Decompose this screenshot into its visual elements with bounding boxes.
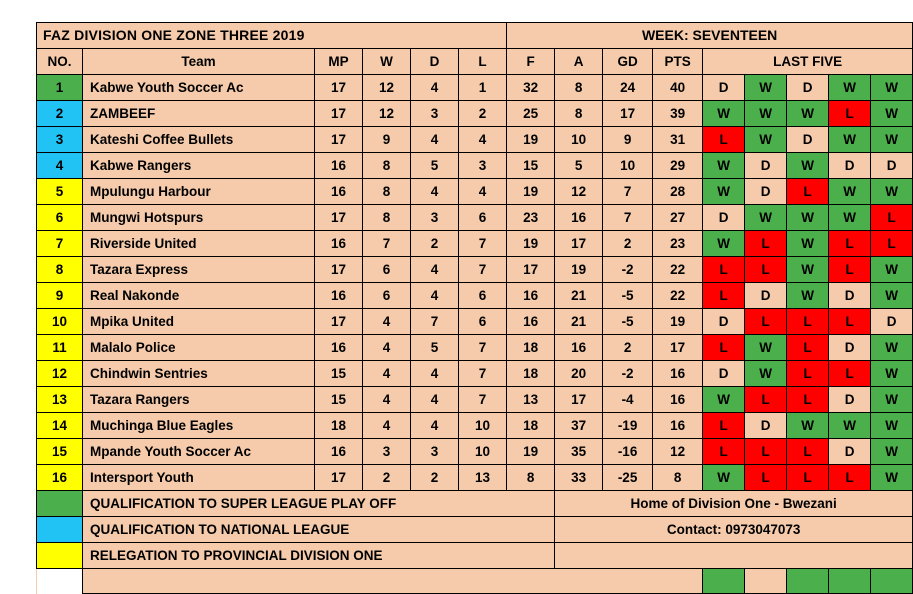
row-w: 12 [363, 101, 411, 127]
last-five-result: L [829, 361, 871, 387]
page-title: FAZ DIVISION ONE ZONE THREE 2019 [37, 23, 507, 49]
table-row [37, 413, 913, 439]
last-five-result: L [871, 205, 913, 231]
col-header-d: D [411, 49, 459, 75]
col-header-gd: GD [603, 49, 653, 75]
row-d: 2 [411, 465, 459, 491]
last-five-result: L [745, 257, 787, 283]
row-pts: 16 [653, 413, 703, 439]
row-f: 19 [507, 179, 555, 205]
last-five-result: L [703, 283, 745, 309]
table-row [37, 309, 913, 335]
last-five-result: W [829, 127, 871, 153]
row-a: 21 [555, 309, 603, 335]
last-five-result: W [745, 127, 787, 153]
row-l: 6 [459, 283, 507, 309]
last-five-result: W [787, 153, 829, 179]
row-position: 11 [37, 335, 83, 361]
row-w: 7 [363, 231, 411, 257]
row-position: 5 [37, 179, 83, 205]
row-f: 19 [507, 439, 555, 465]
row-mp: 17 [315, 127, 363, 153]
table-row [37, 257, 913, 283]
table-row [37, 387, 913, 413]
table-row [37, 75, 913, 101]
row-pts: 16 [653, 361, 703, 387]
row-pts: 39 [653, 101, 703, 127]
row-d: 5 [411, 335, 459, 361]
row-d: 2 [411, 231, 459, 257]
last-five-result: L [703, 257, 745, 283]
footer-contact: Contact: 0973047073 [555, 517, 913, 543]
row-l: 1 [459, 75, 507, 101]
row-a: 17 [555, 387, 603, 413]
last-five-result: W [787, 231, 829, 257]
row-pts: 12 [653, 439, 703, 465]
row-w: 8 [363, 153, 411, 179]
last-five-result: L [745, 231, 787, 257]
last-five-result: W [703, 179, 745, 205]
row-position: 7 [37, 231, 83, 257]
row-pts: 29 [653, 153, 703, 179]
legend-row [37, 543, 913, 569]
table-row [37, 439, 913, 465]
row-l: 4 [459, 179, 507, 205]
row-l: 13 [459, 465, 507, 491]
col-header-f: F [507, 49, 555, 75]
row-pts: 22 [653, 283, 703, 309]
row-position: 9 [37, 283, 83, 309]
row-w: 4 [363, 335, 411, 361]
last-five-result: L [787, 309, 829, 335]
row-position: 4 [37, 153, 83, 179]
row-f: 19 [507, 127, 555, 153]
row-l: 2 [459, 101, 507, 127]
last-five-result: W [787, 413, 829, 439]
row-position: 1 [37, 75, 83, 101]
row-a: 16 [555, 205, 603, 231]
last-five-result: L [787, 179, 829, 205]
row-team-name: Mpande Youth Soccer Ac [83, 439, 315, 465]
row-w: 12 [363, 75, 411, 101]
row-f: 17 [507, 257, 555, 283]
row-team-name: Kateshi Coffee Bullets [83, 127, 315, 153]
table-row [37, 205, 913, 231]
col-header-w: W [363, 49, 411, 75]
row-mp: 15 [315, 361, 363, 387]
last-five-result: L [829, 231, 871, 257]
legend-swatch [37, 543, 83, 569]
last-five-result: W [871, 283, 913, 309]
row-team-name: Real Nakonde [83, 283, 315, 309]
row-d: 7 [411, 309, 459, 335]
row-mp: 16 [315, 439, 363, 465]
row-w: 4 [363, 387, 411, 413]
row-pts: 17 [653, 335, 703, 361]
row-d: 4 [411, 257, 459, 283]
row-gd: -16 [603, 439, 653, 465]
row-w: 4 [363, 309, 411, 335]
row-team-name: Muchinga Blue Eagles [83, 413, 315, 439]
row-d: 4 [411, 283, 459, 309]
last-five-result: L [829, 465, 871, 491]
row-a: 37 [555, 413, 603, 439]
last-five-result: L [787, 465, 829, 491]
row-f: 16 [507, 283, 555, 309]
row-d: 4 [411, 413, 459, 439]
table-row [37, 231, 913, 257]
row-a: 17 [555, 231, 603, 257]
table-row [37, 179, 913, 205]
row-f: 18 [507, 413, 555, 439]
row-w: 9 [363, 127, 411, 153]
row-pts: 27 [653, 205, 703, 231]
last-five-result: W [787, 101, 829, 127]
row-pts: 23 [653, 231, 703, 257]
row-a: 35 [555, 439, 603, 465]
row-mp: 15 [315, 387, 363, 413]
row-mp: 16 [315, 231, 363, 257]
last-five-result: W [745, 361, 787, 387]
row-l: 10 [459, 413, 507, 439]
last-five-result: D [829, 153, 871, 179]
row-gd: -2 [603, 257, 653, 283]
bottom-blank-result [871, 569, 913, 594]
row-mp: 17 [315, 465, 363, 491]
row-pts: 31 [653, 127, 703, 153]
last-five-result: W [829, 205, 871, 231]
row-position: 10 [37, 309, 83, 335]
last-five-result: W [871, 335, 913, 361]
row-a: 21 [555, 283, 603, 309]
row-a: 20 [555, 361, 603, 387]
row-l: 3 [459, 153, 507, 179]
row-mp: 17 [315, 101, 363, 127]
last-five-result: W [787, 205, 829, 231]
row-f: 15 [507, 153, 555, 179]
last-five-result: D [787, 127, 829, 153]
row-l: 6 [459, 309, 507, 335]
row-position: 2 [37, 101, 83, 127]
last-five-result: D [787, 75, 829, 101]
row-mp: 16 [315, 179, 363, 205]
row-w: 4 [363, 413, 411, 439]
row-l: 7 [459, 387, 507, 413]
row-l: 10 [459, 439, 507, 465]
row-pts: 40 [653, 75, 703, 101]
league-standings-table [36, 22, 913, 594]
last-five-result: L [745, 387, 787, 413]
col-header-l: L [459, 49, 507, 75]
row-position: 14 [37, 413, 83, 439]
row-gd: 2 [603, 335, 653, 361]
row-d: 4 [411, 75, 459, 101]
last-five-result: D [703, 205, 745, 231]
col-header-no: NO. [37, 49, 83, 75]
last-five-result: W [787, 257, 829, 283]
row-position: 6 [37, 205, 83, 231]
row-w: 6 [363, 257, 411, 283]
row-team-name: Chindwin Sentries [83, 361, 315, 387]
table-row [37, 153, 913, 179]
last-five-result: W [871, 257, 913, 283]
bottom-blank-result [703, 569, 745, 594]
last-five-result: W [871, 465, 913, 491]
last-five-result: D [871, 309, 913, 335]
row-pts: 28 [653, 179, 703, 205]
legend-filler [555, 543, 913, 569]
last-five-result: W [745, 335, 787, 361]
row-gd: 17 [603, 101, 653, 127]
row-pts: 16 [653, 387, 703, 413]
week-label: WEEK: SEVENTEEN [507, 23, 913, 49]
row-position: 16 [37, 465, 83, 491]
row-f: 16 [507, 309, 555, 335]
bottom-blank-result [745, 569, 787, 594]
last-five-result: D [829, 439, 871, 465]
legend-swatch [37, 491, 83, 517]
row-team-name: Mpika United [83, 309, 315, 335]
row-mp: 16 [315, 153, 363, 179]
row-w: 2 [363, 465, 411, 491]
last-five-result: L [703, 335, 745, 361]
last-five-result: L [745, 439, 787, 465]
col-header-last-five: LAST FIVE [703, 49, 913, 75]
row-gd: 2 [603, 231, 653, 257]
last-five-result: L [787, 335, 829, 361]
last-five-result: D [745, 413, 787, 439]
row-a: 16 [555, 335, 603, 361]
row-team-name: Kabwe Youth Soccer Ac [83, 75, 315, 101]
row-position: 13 [37, 387, 83, 413]
last-five-result: D [745, 283, 787, 309]
col-header-pts: PTS [653, 49, 703, 75]
row-w: 8 [363, 205, 411, 231]
last-five-result: W [787, 283, 829, 309]
last-five-result: W [871, 101, 913, 127]
legend-row [37, 491, 913, 517]
row-w: 8 [363, 179, 411, 205]
row-mp: 17 [315, 205, 363, 231]
bottom-blank-result [829, 569, 871, 594]
last-five-result: W [745, 205, 787, 231]
row-team-name: ZAMBEEF [83, 101, 315, 127]
last-five-result: W [703, 387, 745, 413]
last-five-result: W [829, 413, 871, 439]
row-d: 5 [411, 153, 459, 179]
row-gd: -25 [603, 465, 653, 491]
table-row [37, 127, 913, 153]
last-five-result: L [787, 361, 829, 387]
last-five-result: D [703, 361, 745, 387]
last-five-result: L [871, 231, 913, 257]
row-l: 7 [459, 335, 507, 361]
row-f: 32 [507, 75, 555, 101]
last-five-result: W [871, 361, 913, 387]
row-gd: 7 [603, 205, 653, 231]
bottom-blank-wide [83, 569, 703, 594]
row-gd: 9 [603, 127, 653, 153]
last-five-result: D [703, 309, 745, 335]
row-f: 8 [507, 465, 555, 491]
last-five-result: L [787, 387, 829, 413]
col-header-a: A [555, 49, 603, 75]
row-mp: 16 [315, 335, 363, 361]
last-five-result: L [703, 439, 745, 465]
last-five-result: W [703, 231, 745, 257]
row-gd: 24 [603, 75, 653, 101]
last-five-result: L [829, 309, 871, 335]
row-position: 15 [37, 439, 83, 465]
row-a: 8 [555, 75, 603, 101]
last-five-result: W [745, 75, 787, 101]
last-five-result: D [829, 283, 871, 309]
last-five-result: L [703, 127, 745, 153]
last-five-result: W [871, 75, 913, 101]
table-row [37, 465, 913, 491]
last-five-result: W [871, 127, 913, 153]
last-five-result: W [745, 101, 787, 127]
last-five-result: D [829, 335, 871, 361]
row-f: 23 [507, 205, 555, 231]
row-team-name: Tazara Rangers [83, 387, 315, 413]
table-row [37, 361, 913, 387]
last-five-result: L [787, 439, 829, 465]
table-row [37, 101, 913, 127]
last-five-result: W [703, 465, 745, 491]
row-mp: 17 [315, 75, 363, 101]
row-l: 6 [459, 205, 507, 231]
legend-label: QUALIFICATION TO NATIONAL LEAGUE [83, 517, 555, 543]
last-five-result: D [745, 153, 787, 179]
column-header-row [37, 49, 913, 75]
bottom-blank-result [787, 569, 829, 594]
last-five-result: W [871, 387, 913, 413]
row-team-name: Malalo Police [83, 335, 315, 361]
row-f: 13 [507, 387, 555, 413]
row-team-name: Mpulungu Harbour [83, 179, 315, 205]
row-gd: -2 [603, 361, 653, 387]
last-five-result: L [745, 309, 787, 335]
row-pts: 8 [653, 465, 703, 491]
row-pts: 19 [653, 309, 703, 335]
row-f: 25 [507, 101, 555, 127]
row-f: 19 [507, 231, 555, 257]
last-five-result: D [829, 387, 871, 413]
last-five-result: W [829, 75, 871, 101]
last-five-result: W [703, 153, 745, 179]
footer-home: Home of Division One - Bwezani [555, 491, 913, 517]
row-gd: -19 [603, 413, 653, 439]
bottom-blank-cell [37, 569, 83, 594]
table-body [37, 23, 913, 594]
last-five-result: L [829, 257, 871, 283]
last-five-result: L [745, 465, 787, 491]
row-gd: 7 [603, 179, 653, 205]
col-header-team: Team [83, 49, 315, 75]
row-d: 4 [411, 387, 459, 413]
title-row [37, 23, 913, 49]
legend-label: RELEGATION TO PROVINCIAL DIVISION ONE [83, 543, 555, 569]
row-gd: 10 [603, 153, 653, 179]
col-header-mp: MP [315, 49, 363, 75]
row-d: 4 [411, 361, 459, 387]
table-row [37, 283, 913, 309]
row-mp: 18 [315, 413, 363, 439]
row-d: 3 [411, 205, 459, 231]
row-gd: -4 [603, 387, 653, 413]
last-five-result: D [745, 179, 787, 205]
row-gd: -5 [603, 309, 653, 335]
row-team-name: Riverside United [83, 231, 315, 257]
last-five-result: L [829, 101, 871, 127]
legend-row [37, 517, 913, 543]
row-team-name: Mungwi Hotspurs [83, 205, 315, 231]
table-row [37, 335, 913, 361]
row-mp: 17 [315, 309, 363, 335]
row-team-name: Kabwe Rangers [83, 153, 315, 179]
row-mp: 17 [315, 257, 363, 283]
row-d: 3 [411, 101, 459, 127]
row-f: 18 [507, 335, 555, 361]
row-d: 3 [411, 439, 459, 465]
row-position: 12 [37, 361, 83, 387]
row-a: 5 [555, 153, 603, 179]
row-pts: 22 [653, 257, 703, 283]
last-five-result: W [871, 413, 913, 439]
last-five-result: D [871, 153, 913, 179]
row-position: 8 [37, 257, 83, 283]
row-a: 8 [555, 101, 603, 127]
last-five-result: W [871, 179, 913, 205]
row-position: 3 [37, 127, 83, 153]
row-w: 4 [363, 361, 411, 387]
last-five-result: W [829, 179, 871, 205]
bottom-blank-row [37, 569, 913, 594]
row-a: 10 [555, 127, 603, 153]
row-a: 19 [555, 257, 603, 283]
row-l: 7 [459, 257, 507, 283]
row-team-name: Tazara Express [83, 257, 315, 283]
row-team-name: Intersport Youth [83, 465, 315, 491]
row-l: 7 [459, 361, 507, 387]
last-five-result: L [703, 413, 745, 439]
last-five-result: D [703, 75, 745, 101]
row-a: 33 [555, 465, 603, 491]
last-five-result: W [871, 439, 913, 465]
row-gd: -5 [603, 283, 653, 309]
row-l: 4 [459, 127, 507, 153]
row-w: 6 [363, 283, 411, 309]
row-d: 4 [411, 127, 459, 153]
row-mp: 16 [315, 283, 363, 309]
last-five-result: W [703, 101, 745, 127]
legend-label: QUALIFICATION TO SUPER LEAGUE PLAY OFF [83, 491, 555, 517]
row-w: 3 [363, 439, 411, 465]
legend-swatch [37, 517, 83, 543]
row-l: 7 [459, 231, 507, 257]
row-d: 4 [411, 179, 459, 205]
row-a: 12 [555, 179, 603, 205]
row-f: 18 [507, 361, 555, 387]
